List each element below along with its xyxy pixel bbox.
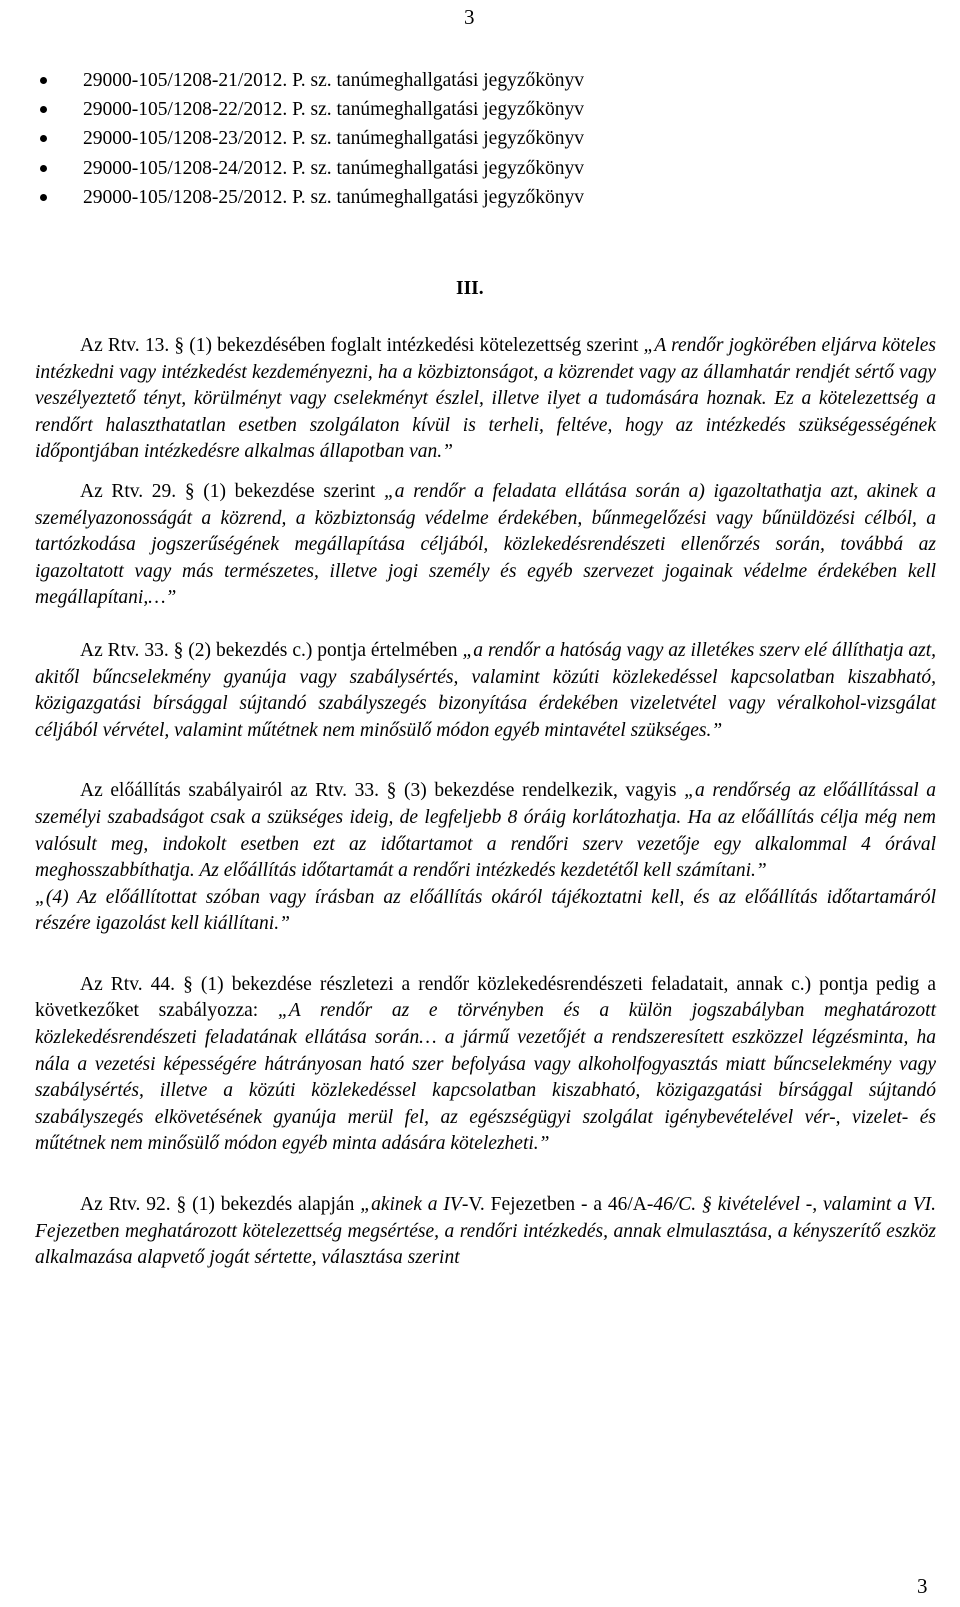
list-item: 29000-105/1208-22/2012. P. sz. tanúmeghallgatási jegyzőkönyv xyxy=(40,95,920,124)
paragraph-rtv-13: Az Rtv. 13. § (1) bekezdésében foglalt intézkedési kötelezettség szerint „A rendőr jogkörében eljárva köteles intézkedni vagy intézkedést kezdeményezni, ha a közbiztonságot, a közrendet vagy az államhatár rendjét sértő vagy veszélyeztető tényt, körülményt vagy cselekményt észlel, illetve ilyet a tudomására hoznak. Ez a kötelezettség a rendőrt halaszthatatlan esetben szolgálaton kívül is terheli, feltéve, hogy az intézkedés szükségességének időpontjában intézkedésre alkalmas állapotban van.” xyxy=(35,335,937,463)
list-item: 29000-105/1208-21/2012. P. sz. tanúmeghallgatási jegyzőkönyv xyxy=(40,66,920,95)
bullet-icon xyxy=(40,77,47,84)
document-body xyxy=(35,333,936,1272)
bullet-icon xyxy=(40,165,47,172)
section-heading: III. xyxy=(456,278,484,299)
list-item: 29000-105/1208-23/2012. P. sz. tanúmeghallgatási jegyzőkönyv xyxy=(40,124,920,153)
list-item: 29000-105/1208-24/2012. P. sz. tanúmeghallgatási jegyzőkönyv xyxy=(40,154,920,183)
bullet-icon xyxy=(40,106,47,113)
document-list xyxy=(40,66,920,212)
list-item: 29000-105/1208-25/2012. P. sz. tanúmeghallgatási jegyzőkönyv xyxy=(40,183,920,212)
paragraph-rtv-33-3: Az előállítás szabályairól az Rtv. 33. § (3) bekezdése rendelkezik, vagyis „a rendőrség az előállítással a személyi szabadságot csak a szükséges ideig, de legfeljebb 8 óráig korlátozhatja. Ha az előállítás célja még nem valósult meg, indokolt esetben ezt az időtartamot a rendőri szerv vezetője egy alkalommal 4 órával meghosszabbíthatja. Az előállítás időtartamát a rendőri intézkedés kezdetétől kell számítani.” xyxy=(35,780,937,882)
paragraph-rtv-33-4: „(4) Az előállítottat szóban vagy írásban az előállítás okáról tájékoztatni kell, és az előállítás időtartamáról részére igazolást kell kiállítani.” xyxy=(35,886,936,935)
bullet-icon xyxy=(40,194,47,201)
paragraph-rtv-44: Az Rtv. 44. § (1) bekezdése részletezi a rendőr közlekedésrendészeti feladatait, annak c.) pontja pedig a következőket szabályozza: „A rendőr az e törvényben és a külön jogszabályban meghatározott közlekedésrendészeti feladatának ellátása során… a jármű vezetőjét a rendszeresített eszközzel légzésminta, ha nála a vezetési képességére hátrányosan ható szer befolyása vagy alkoholfogyasztás miatt bűncselekmény vagy szabálysértés, illetve a közúti közlekedéssel kapcsolatban kiszabható, közigazgatási bírsággal sújtandó szabályszegés elkövetésének gyanúja merül fel, az egészségügyi szolgálat igénybevételével vér-, vizelet- és műtétnek nem minősülő módon egyéb minta adására kötelezheti.” xyxy=(35,973,936,1155)
paragraph-rtv-92: Az Rtv. 92. § (1) bekezdés alapján „akinek a IV-V. Fejezetben - a 46/A-46/C. § kivételével -, valamint a VI. Fejezetben meghatározott kötelezettség megsértése, a rendőri intézkedés, annak elmulasztása, a kényszerítő eszköz alkalmazása alapvető jogát sértette, választása szerint xyxy=(35,1194,936,1269)
bullet-icon xyxy=(40,135,47,142)
page-number-bottom: 3 xyxy=(917,1574,928,1598)
paragraph-rtv-29: Az Rtv. 29. § (1) bekezdése szerint „a rendőr a feladata ellátása során a) igazoltathatja azt, akinek a személyazonosságát a közrend, a közbiztonság védelme érdekében, bűnmegelőzési vagy bűnüldözési célból, a tartózkodása jogszerűségének megállapítása céljából, közlekedésrendészeti ellenőrzés során, továbbá az igazoltatott vagy más természetes, illetve jogi személy és egyéb szervezet jogainak védelme érdekében kell megállapítani,…” xyxy=(35,480,936,609)
page-number-top: 3 xyxy=(464,5,475,29)
paragraph-rtv-33-2: Az Rtv. 33. § (2) bekezdés c.) pontja értelmében „a rendőr a hatóság vagy az illetékes szerv elé állíthatja azt, akitől bűncselekmény gyanúja vagy szabálysértés, valamint közúti közlekedéssel kapcsolatban kiszabható, közigazgatási bírsággal sújtandó szabályszegés bizonyítása érdekében vizeletvétel vagy véralkohol-vizsgálat céljából vérvétel, valamint műtétnek nem minősülő módon egyéb mintavétel szükséges.” xyxy=(35,639,936,741)
